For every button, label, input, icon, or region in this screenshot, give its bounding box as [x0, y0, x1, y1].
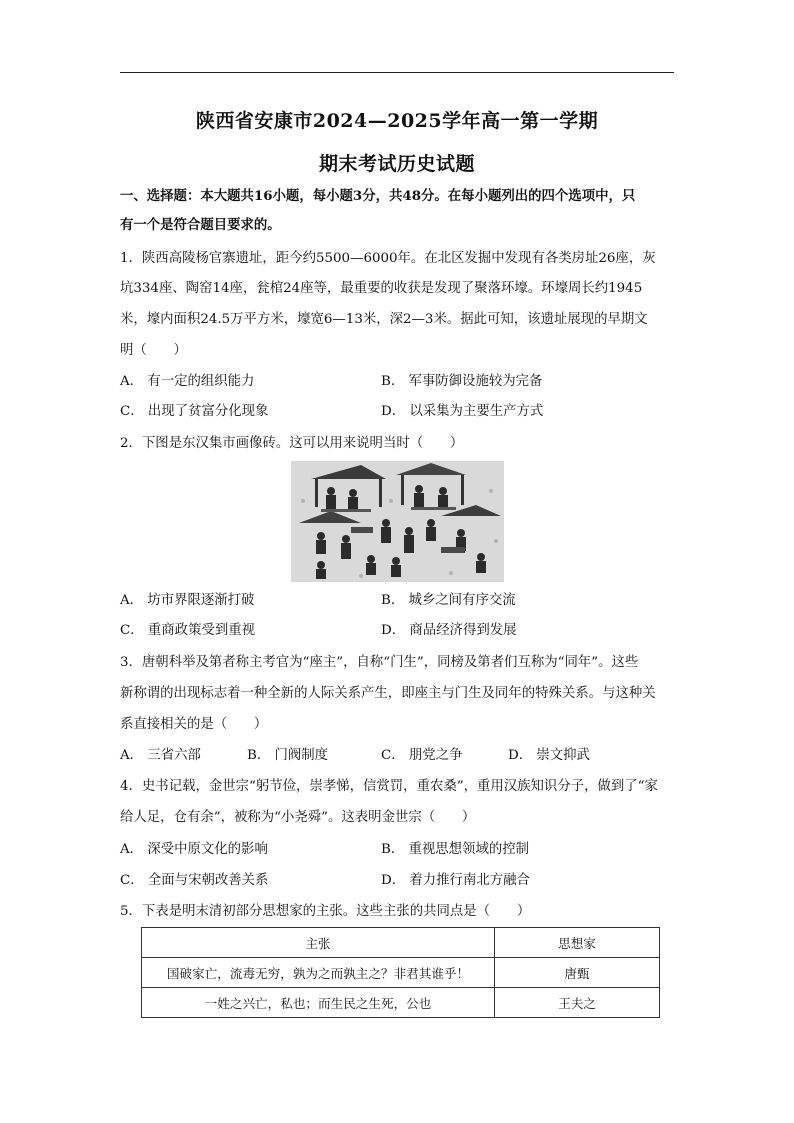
- question-3-option-c[interactable]: C． 朋党之争: [381, 748, 463, 763]
- thinkers-table: [141, 927, 660, 1018]
- question-2-option-b[interactable]: B． 城乡之间有序交流: [381, 593, 516, 608]
- question-2-option-c[interactable]: C． 重商政策受到重视: [120, 623, 256, 638]
- question-2-option-a[interactable]: A． 坊市界限逐渐打破: [120, 593, 255, 608]
- exam-title-line1: 陕西省安康市2024—2025学年高一第一学期: [195, 110, 599, 132]
- market-brick-image: [291, 461, 504, 582]
- table-header-cell: 主张: [142, 928, 495, 958]
- table-cell: 国破家亡，流毒无穷，孰为之而孰主之？非君其谁乎！: [142, 958, 495, 988]
- question-3-stem-line: 3．唐朝科举及第者称主考官为“座主”，自称“门生”，同榜及第者们互称为“同年”。这些: [120, 655, 639, 670]
- question-2-stem-line: 2．下图是东汉集市画像砖。这可以用来说明当时（ ）: [120, 436, 464, 451]
- question-3-option-a[interactable]: A． 三省六部: [120, 748, 201, 763]
- question-4-option-a[interactable]: A． 深受中原文化的影响: [120, 842, 268, 857]
- table-cell: 一姓之兴亡，私也；而生民之生死，公也: [142, 988, 495, 1018]
- table-cell: 唐甄: [495, 958, 660, 988]
- question-1-option-a[interactable]: A． 有一定的组织能力: [120, 374, 255, 389]
- question-4-option-c[interactable]: C． 全面与宋朝改善关系: [120, 873, 269, 888]
- market-brick-illustration: [291, 461, 504, 582]
- question-1-option-d[interactable]: D． 以采集为主要生产方式: [381, 404, 544, 419]
- table-cell: 王夫之: [495, 988, 660, 1018]
- question-3-stem-line: 系直接相关的是（ ）: [120, 717, 268, 732]
- question-1-stem-line: 1．陕西高陵杨官寨遗址，距今约5500—6000年。在北区发掘中发现有各类房址26座，灰: [120, 251, 656, 266]
- question-1-stem-line: 明（ ）: [120, 343, 187, 358]
- exam-title-line2: 期末考试历史试题: [318, 153, 475, 175]
- section-instruction-line1: 一、选择题：本大题共16小题，每小题3分，共48分。在每小题列出的四个选项中，只: [120, 188, 636, 204]
- question-3-option-d[interactable]: D． 崇文抑武: [508, 748, 590, 763]
- question-1-option-b[interactable]: B． 军事防御设施较为完备: [381, 374, 543, 389]
- header-rule: [120, 72, 674, 73]
- question-1-option-c[interactable]: C． 出现了贫富分化现象: [120, 404, 269, 419]
- question-1-stem-line: 米，壕内面积24.5万平方米，壕宽6—13米，深2—3米。据此可知，该遗址展现的早期文: [120, 312, 648, 327]
- question-5-stem-line: 5．下表是明末清初部分思想家的主张。这些主张的共同点是（ ）: [120, 904, 531, 919]
- table-header-row: [142, 928, 660, 958]
- question-4-stem-line: 给人足，仓有余”，被称为“小尧舜”。这表明金世宗（ ）: [120, 810, 476, 825]
- question-4-stem-line: 4．史书记载，金世宗“躬节俭，崇孝悌，信赏罚，重农桑”，重用汉族知识分子，做到了“家: [120, 779, 658, 794]
- question-1-stem-line: 坑334座、陶窑14座，瓮棺24座等，最重要的收获是发现了聚落环壕。环壕周长约1945: [120, 281, 643, 296]
- table-row: [142, 958, 660, 988]
- question-3-option-b[interactable]: B． 门阀制度: [247, 748, 329, 763]
- question-4-option-d[interactable]: D． 着力推行南北方融合: [381, 873, 530, 888]
- section-instruction-line2: 有一个是符合题目要求的。: [120, 217, 281, 233]
- question-4-option-b[interactable]: B． 重视思想领域的控制: [381, 842, 530, 857]
- question-3-stem-line: 新称谓的出现标志着一种全新的人际关系产生，即座主与门生及同年的特殊关系。与这种关: [120, 686, 656, 701]
- question-2-option-d[interactable]: D． 商品经济得到发展: [381, 623, 517, 638]
- table-header-cell: 思想家: [495, 928, 660, 958]
- table-row: [142, 988, 660, 1018]
